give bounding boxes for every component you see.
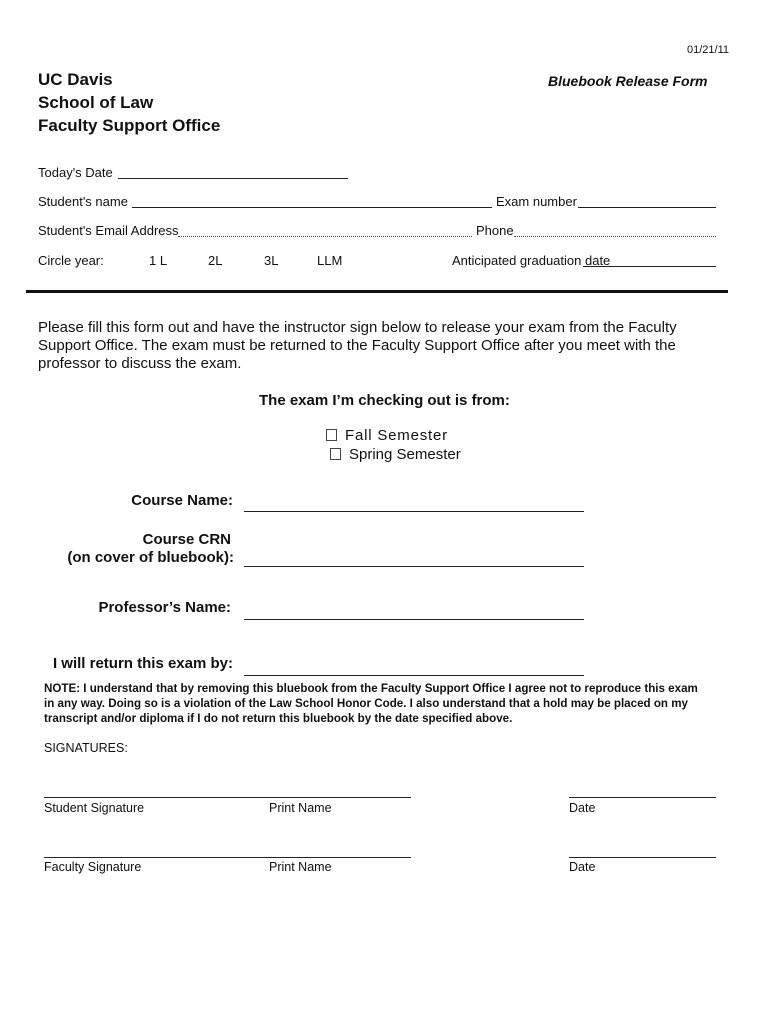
- note-line-1: NOTE: I understand that by removing this bluebook from the Faculty Support Office I agree not to reproduce this exam: [44, 682, 698, 695]
- form-title: Bluebook Release Form: [548, 73, 708, 89]
- fall-semester-option[interactable]: [326, 427, 448, 444]
- form-date-code: 01/21/11: [687, 44, 730, 56]
- year-option-2l[interactable]: 2L: [208, 253, 223, 268]
- org-office: Faculty Support Office: [38, 116, 221, 135]
- todays-date-label: Today's Date: [38, 165, 113, 180]
- course-name-label: Course Name:: [131, 492, 233, 509]
- note-line-2: in any way. Doing so is a violation of the Law School Honor Code. I also understand that a hold may be placed on my: [44, 697, 688, 710]
- todays-date-line[interactable]: [118, 178, 348, 179]
- year-option-3l[interactable]: 3L: [264, 253, 279, 268]
- professor-name-label: Professor’s Name:: [98, 599, 231, 616]
- exam-from-heading: The exam I’m checking out is from:: [259, 392, 510, 409]
- students-name-label: Student's name: [38, 194, 128, 209]
- return-by-line[interactable]: [244, 675, 584, 676]
- graduation-date-label: Anticipated graduation date: [452, 253, 611, 268]
- faculty-date-line[interactable]: [569, 857, 716, 858]
- year-option-llm[interactable]: LLM: [317, 253, 343, 268]
- phone-label: Phone: [476, 223, 514, 238]
- students-name-line[interactable]: [132, 207, 492, 208]
- spring-semester-label: Spring Semester: [349, 446, 461, 463]
- student-signature-line[interactable]: [44, 797, 411, 798]
- course-crn-line[interactable]: [244, 566, 584, 567]
- faculty-signature-label: Faculty Signature: [44, 860, 142, 874]
- faculty-signature-line[interactable]: [44, 857, 411, 858]
- instructions-line-3: professor to discuss the exam.: [38, 355, 242, 372]
- note-line-3: transcript and/or diploma if I do not return this bluebook by the date specified above.: [44, 712, 513, 725]
- professor-name-line[interactable]: [244, 619, 584, 620]
- graduation-date-line[interactable]: [583, 266, 716, 267]
- course-crn-note: (on cover of bluebook):: [67, 549, 234, 566]
- return-by-label: I will return this exam by:: [52, 655, 233, 672]
- faculty-print-name-label: Print Name: [269, 860, 332, 874]
- spring-semester-option[interactable]: [330, 446, 461, 463]
- course-name-line[interactable]: [244, 511, 584, 512]
- circle-year-label: Circle year:: [38, 253, 104, 268]
- faculty-date-label: Date: [569, 860, 596, 874]
- fall-semester-label: Fall Semester: [345, 427, 448, 444]
- students-email-label: Student's Email Address: [38, 223, 179, 238]
- student-print-name-label: Print Name: [269, 801, 332, 815]
- phone-line[interactable]: [514, 236, 716, 237]
- signatures-heading: SIGNATURES:: [44, 741, 128, 755]
- students-email-line[interactable]: [178, 236, 472, 237]
- org-name: UC Davis: [38, 70, 113, 89]
- instructions-line-1: Please fill this form out and have the instructor sign below to release your exam from the Faculty: [38, 319, 677, 336]
- org-school: School of Law: [38, 93, 154, 112]
- fall-semester-checkbox[interactable]: [326, 429, 337, 441]
- spring-semester-checkbox[interactable]: [330, 448, 341, 460]
- student-signature-label: Student Signature: [44, 801, 145, 815]
- year-option-1l[interactable]: 1 L: [149, 253, 168, 268]
- exam-number-line[interactable]: [578, 207, 716, 208]
- student-date-line[interactable]: [569, 797, 716, 798]
- exam-number-label: Exam number: [496, 194, 577, 209]
- instructions-line-2: Support Office. The exam must be returned to the Faculty Support Office after you meet with the: [38, 337, 676, 354]
- course-crn-label: Course CRN: [142, 531, 231, 548]
- student-date-label: Date: [569, 801, 596, 815]
- section-divider: [26, 290, 728, 293]
